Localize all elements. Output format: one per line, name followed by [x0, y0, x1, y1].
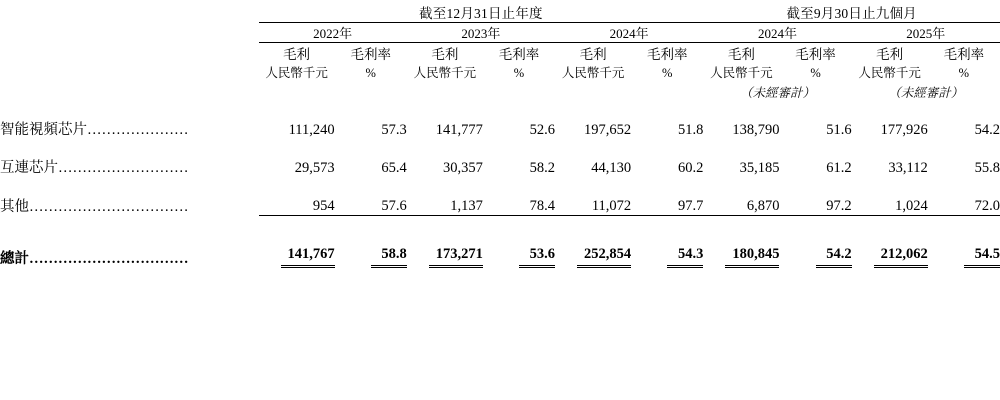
header-unit-row [0, 63, 1000, 81]
cell-video-gpm-2023: 52.6 [529, 122, 556, 138]
rule-gpm-2024 [631, 216, 703, 227]
row-label-text: 總計 [0, 251, 29, 267]
cell-interconnect-gpm-2022: 65.4 [381, 160, 407, 176]
cell-interconnect-gpm-2024: 60.2 [677, 160, 704, 176]
header-audit-1 [259, 81, 335, 101]
row-label-text: 其他 [0, 198, 29, 215]
cell-total-gpm-2024 [631, 226, 703, 268]
rule-gpm-2022 [335, 216, 407, 227]
header-year-row [0, 23, 1000, 43]
total-value: 141,767 [281, 246, 335, 268]
cell-others-gpm-2024-9m: 97.2 [826, 198, 852, 214]
header-corner-blank [0, 0, 259, 23]
header-audit-row [0, 81, 1000, 101]
header-unit-gp-2024-9m: 人民幣千元 [710, 66, 773, 80]
header-audit-blank [0, 81, 259, 101]
cell-interconnect-gp-2022: 29,573 [294, 160, 335, 176]
header-group-ninemonths: 截至9月30日止九個月 [703, 0, 1000, 23]
cell-others-gp-2025-9m: 1,024 [895, 198, 928, 214]
cell-video-gpm-2025-9m: 54.2 [974, 122, 1000, 138]
cell-video-gpm-2022: 57.3 [381, 122, 407, 138]
header-measure-gpm-2022: 毛利率 [350, 47, 391, 62]
cell-interconnect-gpm-2024-9m: 61.2 [826, 160, 852, 176]
header-measure-gp-2025-9m: 毛利 [876, 47, 904, 62]
cell-total-gp-2025-9m [852, 226, 928, 268]
header-measure-gp-2022: 毛利 [283, 47, 311, 62]
header-year-2023: 2023年 [407, 23, 555, 43]
header-audit-3 [407, 81, 483, 101]
header-audit-unaudited-2025-9m: （未經審計） [888, 86, 964, 100]
rule-gpm-2024-9m [779, 216, 851, 227]
header-year-blank [0, 23, 259, 43]
header-audit-4 [483, 81, 555, 101]
header-group-row [0, 0, 1000, 23]
cell-others-gp-2024: 11,072 [591, 198, 632, 214]
header-measure-gp-2023: 毛利 [431, 47, 459, 62]
total-value: 54.2 [816, 246, 852, 268]
cell-video-gp-2024-9m: 138,790 [732, 122, 780, 138]
header-measure-blank [0, 43, 259, 64]
header-unit-gp-2025-9m: 人民幣千元 [858, 66, 921, 80]
header-year-2024: 2024年 [555, 23, 703, 43]
cell-others-gp-2023: 1,137 [450, 198, 483, 214]
cell-others-gpm-2024: 97.7 [677, 198, 704, 214]
cell-interconnect-gp-2025-9m: 33,112 [888, 160, 928, 176]
header-unit-gpm-2022: % [365, 66, 376, 80]
cell-others-gp-2024-9m: 6,870 [746, 198, 780, 214]
cell-video-gpm-2024-9m: 51.6 [826, 122, 852, 138]
cell-total-gp-2023 [407, 226, 483, 268]
cell-video-gpm-2024: 51.8 [677, 122, 704, 138]
cell-total-gpm-2022 [335, 226, 407, 268]
header-unit-gpm-2024-9m: % [810, 66, 821, 80]
header-measure-gp-2024: 毛利 [579, 47, 607, 62]
rule-gp-2024 [555, 216, 631, 227]
total-value: 53.6 [519, 246, 555, 268]
cell-total-gp-2024-9m [703, 226, 779, 268]
row-label-interconnect-chip [0, 139, 259, 177]
cell-total-gpm-2023 [483, 226, 555, 268]
header-audit-2 [335, 81, 407, 101]
cell-others-gpm-2025-9m: 72.0 [974, 198, 1000, 214]
cell-video-gp-2022: 111,240 [288, 122, 335, 138]
header-measure-gpm-2025-9m: 毛利率 [943, 47, 985, 62]
cell-others-gpm-2023: 78.4 [529, 198, 556, 214]
header-audit-5 [555, 81, 631, 101]
table-row [0, 139, 1000, 177]
cell-video-gp-2024: 197,652 [584, 122, 632, 138]
header-year-2024-9m: 2024年 [703, 23, 851, 43]
spacer-row [0, 216, 1000, 227]
rule-gpm-2023 [483, 216, 555, 227]
header-group-annual: 截至12月31日止年度 [259, 0, 704, 23]
cell-video-gp-2025-9m: 177,926 [880, 122, 928, 138]
total-value: 58.8 [371, 246, 407, 268]
header-unit-gp-2023: 人民幣千元 [413, 66, 477, 80]
rule-gp-2024-9m [703, 216, 779, 227]
cell-total-gpm-2024-9m [779, 226, 851, 268]
total-value: 54.3 [667, 246, 703, 268]
header-year-2025-9m: 2025年 [852, 23, 1000, 43]
cell-interconnect-gp-2023: 30,357 [443, 160, 483, 176]
table-row [0, 177, 1000, 216]
header-unit-gp-2024: 人民幣千元 [561, 66, 625, 80]
header-audit-unaudited-2024-9m: （未經審計） [739, 86, 815, 100]
cell-interconnect-gpm-2025-9m: 55.8 [974, 160, 1000, 176]
header-unit-gpm-2023: % [513, 66, 525, 80]
header-unit-gpm-2025-9m: % [958, 66, 970, 80]
header-measure-gpm-2024: 毛利率 [647, 47, 688, 62]
total-value: 252,854 [577, 246, 631, 268]
rule-gp-2023 [407, 216, 483, 227]
rule-gp-2022 [259, 216, 335, 227]
header-unit-blank [0, 63, 259, 81]
row-label-total [0, 226, 259, 268]
spacer-cell [0, 216, 259, 227]
header-measure-gpm-2024-9m: 毛利率 [795, 47, 836, 62]
table-row [0, 101, 1000, 139]
cell-total-gpm-2025-9m [928, 226, 1000, 268]
header-audit-6 [631, 81, 703, 101]
cell-total-gp-2022 [259, 226, 335, 268]
row-label-video-chip [0, 101, 259, 139]
total-value: 173,271 [429, 246, 483, 268]
header-measure-row [0, 43, 1000, 64]
row-leader: …………………………… [29, 198, 189, 215]
table-row-total [0, 226, 1000, 268]
cell-others-gpm-2022: 57.6 [381, 198, 407, 214]
row-leader: …………………………… [29, 251, 189, 267]
cell-interconnect-gp-2024-9m: 35,185 [739, 160, 780, 176]
row-label-text: 智能視頻芯片 [0, 122, 87, 138]
total-value: 54.5 [964, 246, 1000, 268]
row-label-others [0, 177, 259, 216]
header-unit-gpm-2024: % [662, 66, 673, 80]
header-year-2022: 2022年 [259, 23, 407, 43]
total-value: 180,845 [725, 246, 779, 268]
header-measure-gpm-2023: 毛利率 [498, 47, 540, 62]
row-leader: ……………………… [58, 160, 189, 176]
header-unit-gp-2022: 人民幣千元 [265, 66, 328, 80]
cell-interconnect-gpm-2023: 58.2 [529, 160, 556, 176]
rule-gp-2025-9m [852, 216, 928, 227]
row-label-text: 互連芯片 [0, 160, 58, 176]
cell-others-gp-2022: 954 [312, 198, 335, 214]
cell-interconnect-gp-2024: 44,130 [591, 160, 632, 176]
header-measure-gp-2024-9m: 毛利 [727, 47, 755, 62]
row-leader: ………………… [87, 122, 189, 138]
cell-total-gp-2024 [555, 226, 631, 268]
total-value: 212,062 [874, 246, 928, 268]
cell-video-gp-2023: 141,777 [435, 122, 483, 138]
rule-gpm-2025-9m [928, 216, 1000, 227]
